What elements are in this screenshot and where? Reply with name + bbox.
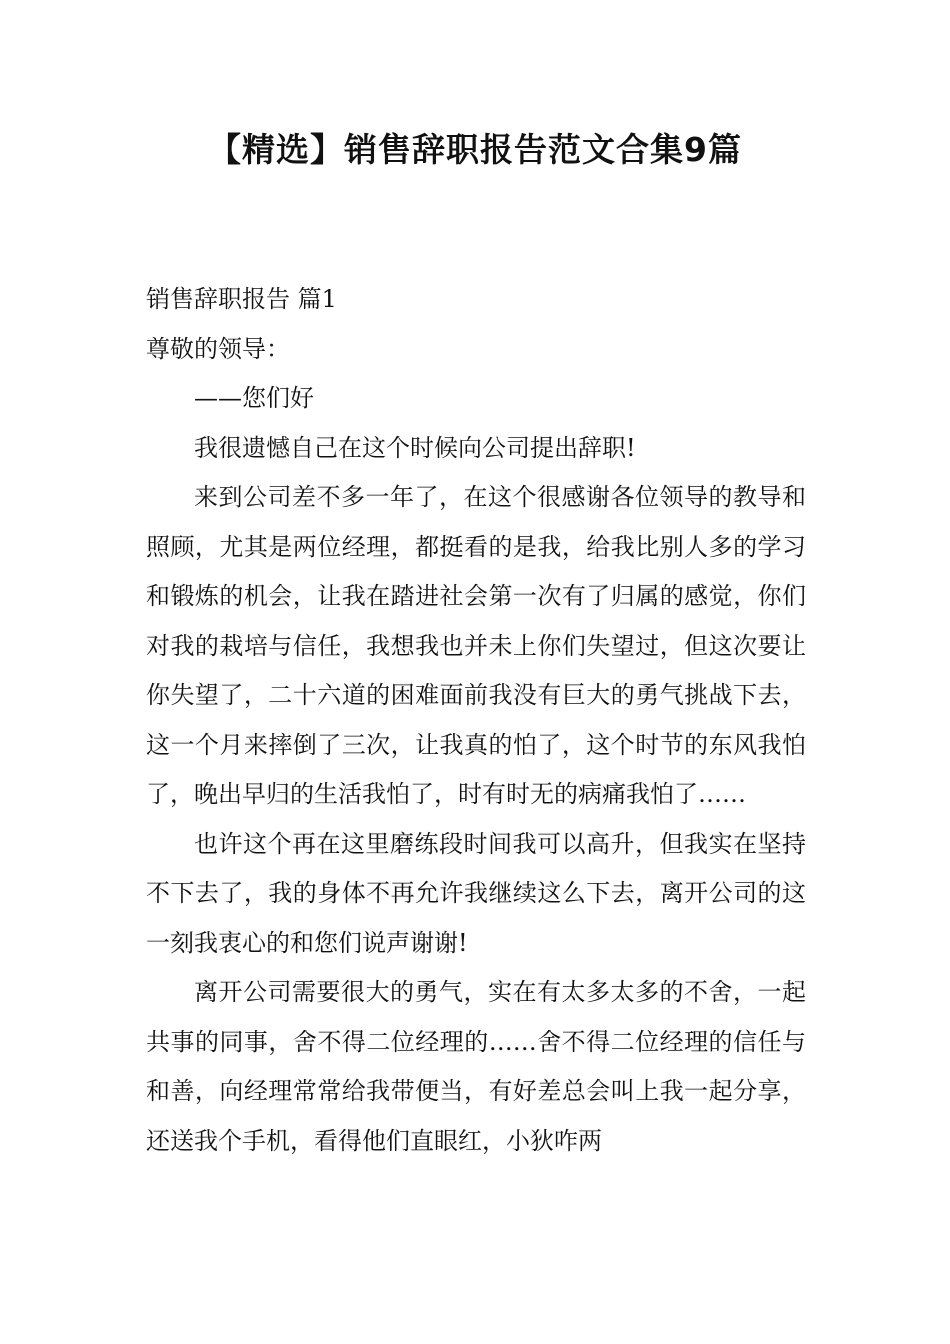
document-title: 【精选】销售辞职报告范文合集9篇 bbox=[208, 130, 742, 169]
paragraph: 我很遗憾自己在这个时候向公司提出辞职! bbox=[194, 433, 636, 462]
greeting: ——您们好 bbox=[194, 384, 314, 412]
paragraph: 离开公司需要很大的勇气，实在有太多太多的不舍，一起共事的同事，舍不得二位经理的……舍不得二位经理的信任与和善，向经理常常给我带便当，有好差总会叫上我一起分享，还送我个手机，看得他们直眼红，小狄咋两 bbox=[146, 978, 806, 1155]
document-body bbox=[146, 275, 806, 1166]
salutation: 尊敬的领导： bbox=[146, 334, 290, 363]
paragraph: 来到公司差不多一年了，在这个很感谢各位领导的教导和照顾，尤其是两位经理，都挺看的是我，给我比别人多的学习和锻炼的机会，让我在踏进社会第一次有了归属的感觉，你们对我的栽培与信任，我想我也并未上你们失望过，但这次要让你失望了，二十六道的困难面前我没有巨大的勇气挑战下去，这一个月来摔倒了三次，让我真的怕了，这个时节的东风我怕了，晚出早归的生活我怕了，时有时无的病痛我怕了…… bbox=[146, 483, 806, 808]
paragraph: 也许这个再在这里磨练段时间我可以高升，但我实在坚持不下去了，我的身体不再允许我继续这么下去，离开公司的这一刻我衷心的和您们说声谢谢! bbox=[146, 829, 806, 957]
section-heading: 销售辞职报告 篇1 bbox=[146, 285, 337, 313]
